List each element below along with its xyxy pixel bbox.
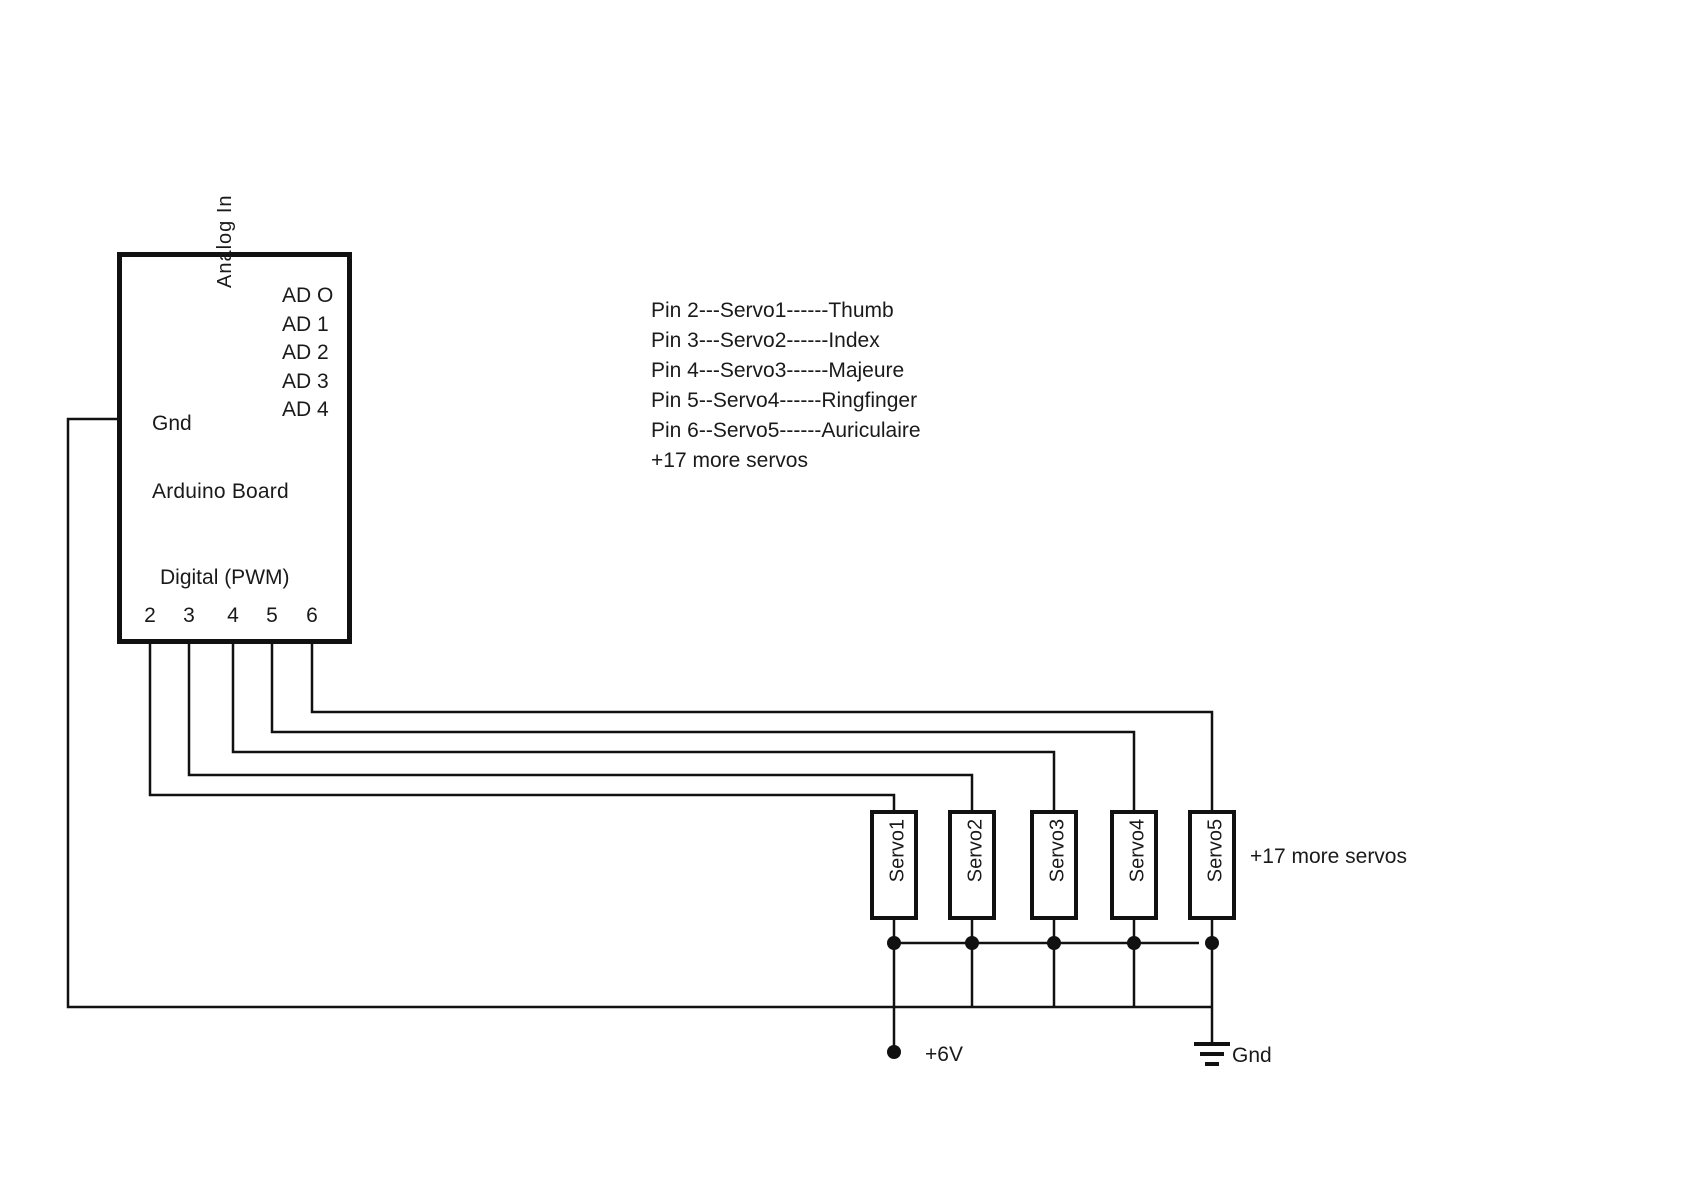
- wire-pin2: [150, 644, 894, 810]
- wire-pin5: [272, 644, 1134, 810]
- ground-symbol: [1194, 1044, 1230, 1064]
- servo-1-label: Servo1: [886, 818, 909, 883]
- servo-5-label: Servo5: [1204, 818, 1227, 883]
- analog-pin-ad1: AD 1: [282, 312, 329, 336]
- legend-line-2: Pin 3---Servo2------Index: [651, 329, 880, 352]
- legend-line-6: +17 more servos: [651, 449, 808, 472]
- board-gnd-label: Gnd: [152, 412, 192, 435]
- pin-mapping-legend: [651, 296, 921, 476]
- analog-pin-list: [282, 282, 333, 425]
- more-servos-note: +17 more servos: [1250, 845, 1407, 868]
- wire-pin3: [189, 644, 972, 810]
- digital-pin-3-label: 3: [183, 604, 195, 627]
- servo-3-label: Servo3: [1046, 818, 1069, 883]
- analog-pin-ad2: AD 2: [282, 341, 329, 364]
- analog-pin-ad3: AD 3: [282, 369, 329, 393]
- servo-box-2: [948, 810, 996, 920]
- digital-pwm-label: Digital (PWM): [160, 566, 290, 589]
- wire-pin4: [233, 644, 1054, 810]
- servo-box-1: [870, 810, 918, 920]
- legend-line-3: Pin 4---Servo3------Majeure: [651, 359, 905, 382]
- digital-pin-4-label: 4: [227, 604, 239, 627]
- digital-pin-2-label: 2: [144, 604, 156, 627]
- power-supply-label: +6V: [925, 1043, 963, 1066]
- board-name-label: Arduino Board: [152, 480, 289, 503]
- legend-line-5: Pin 6--Servo5------Auriculaire: [651, 419, 921, 442]
- analog-pin-ad4: AD 4: [282, 398, 329, 421]
- servo-box-4: [1110, 810, 1158, 920]
- servo-box-3: [1030, 810, 1078, 920]
- analog-in-label: Analog In: [214, 194, 236, 288]
- legend-line-1: Pin 2---Servo1------Thumb: [651, 299, 894, 322]
- analog-pin-ad0: AD O: [282, 284, 334, 307]
- servo-2-label: Servo2: [964, 818, 987, 883]
- legend-line-4: Pin 5--Servo4------Ringfinger: [651, 389, 918, 412]
- digital-pin-5-label: 5: [266, 604, 278, 627]
- servo-box-5: [1188, 810, 1236, 920]
- digital-pin-6-label: 6: [306, 604, 318, 627]
- servo-4-label: Servo4: [1126, 818, 1149, 883]
- wire-pin6: [312, 644, 1212, 810]
- ground-label: Gnd: [1232, 1044, 1272, 1067]
